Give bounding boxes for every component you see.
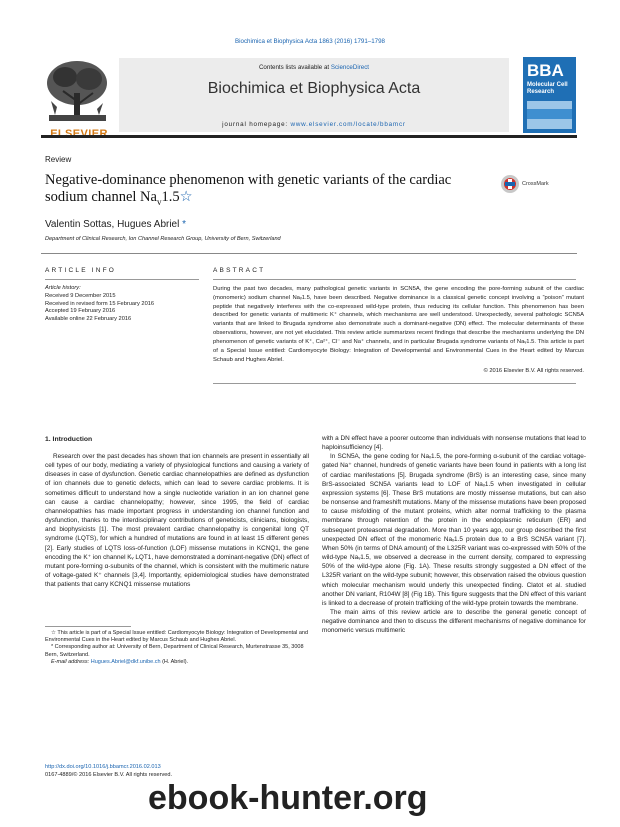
article-history xyxy=(45,285,205,324)
right-paragraph-0: with a DN effect have a poorer outcome than individuals with nonsense mutations that lead to haploinsufficiency [4]. xyxy=(322,435,586,452)
crossmark-label: CrossMark xyxy=(522,181,549,187)
left-paragraph: Research over the past decades has shown that ion channels are present in essentially all cell types of our body, mediating a variety of physiological functions and causing a variety of diseases in case of dysfunction. Genetic cardiac channelopathies are defined as dysfunction of ion channels due to genetic defects, which can lead to severe cardiac problems. It is sometimes difficult to understand how a single nucleotide variation in an ion channel gene can cause a cardiac channelopathy; however, since 1995, the field of cardiac channelopathies has made important progress in understanding ion channel function and dysfunction, thanks to the interdisciplinary contributions of geneticists, clinicians, biologists, and biophysicists [1]. The most prevalent cardiac channelopathy is congenital long QT syndrome (LQTS), for which a hundred of mutations are found in at least 15 different genes [2]. Early studies of LQTS loss-of-function (LOF) missense mutations in KCNQ1, the gene encoding the K⁺ ion channel Kᵥ LQT1, have demonstrated a dominant-negative (DN) effect of mutant pore-forming α-subunits of the channel, which is consistent with the multimeric nature of voltage-gated K⁺ channels [3,4]. Importantly, epidemiological studies have demonstrated that patients that carry KCNQ1 missense mutations xyxy=(45,453,309,589)
title-line-2-tail: 1.5 xyxy=(161,189,180,205)
footnote-rule xyxy=(45,626,131,627)
journal-name: Biochimica et Biophysica Acta xyxy=(207,80,421,97)
history-label: Article history: xyxy=(45,285,81,291)
contents-prefix: Contents lists available at xyxy=(258,64,331,71)
left-column xyxy=(45,452,309,589)
title-subscript: v xyxy=(156,196,162,207)
sciencedirect-link[interactable]: ScienceDirect xyxy=(330,64,370,71)
cover-title: BBA xyxy=(527,61,564,80)
header-rule xyxy=(41,135,577,138)
cover-subtitle-1: Molecular Cell xyxy=(527,82,568,88)
journal-reference[interactable]: Biochimica et Biophysica Acta 1863 (2016) 1791–1798 xyxy=(235,38,385,45)
affiliation: Department of Clinical Research, Ion Channel Research Group, University of Bern, Switzerland xyxy=(45,236,281,242)
homepage-link[interactable]: www.elsevier.com/locate/bbamcr xyxy=(290,121,406,128)
contents-line xyxy=(119,64,509,71)
watermark-text: ebook-hunter.org xyxy=(148,779,428,817)
elsevier-wordmark: ELSEVIER xyxy=(50,128,108,140)
affiliation-rule xyxy=(41,253,577,254)
homepage-prefix: journal homepage: xyxy=(222,121,291,128)
cover-subtitle-2: Research xyxy=(527,89,555,95)
issn-line: 0167-4889/© 2016 Elsevier B.V. All rights reserved. xyxy=(45,772,173,778)
history-revised: Received in revised form 15 February 2016 xyxy=(45,300,155,307)
email-label: E-mail address: xyxy=(51,658,91,665)
footnote-corresponding-author: * Corresponding author at: University of Bern, Department of Clinical Research, Murtenstrasse 35, 3008 Bern, Switzerland. xyxy=(45,644,304,658)
title-line-2 xyxy=(45,189,505,211)
history-online: Available online 22 February 2016 xyxy=(45,316,132,323)
right-column xyxy=(322,434,586,635)
crossmark-badge[interactable] xyxy=(500,174,549,194)
footnotes xyxy=(45,630,309,666)
authors-text: Valentin Sottas, Hugues Abriel xyxy=(45,219,183,230)
footnote-special-issue: ☆ This article is part of a Special Issue entitled: Cardiomyocyte Biology: Integration of Developmental and Environmental Cues in the Heart edited by Marcus Schaub and Hughes Abriel. xyxy=(45,630,309,644)
article-info-rule xyxy=(45,279,199,280)
title-line-2-text: sodium channel Na xyxy=(45,189,157,205)
doi-link[interactable]: http://dx.doi.org/10.1016/j.bbamcr.2016.02.013 xyxy=(45,764,161,770)
article-info-heading: ARTICLE INFO xyxy=(45,267,117,274)
abstract-rule xyxy=(213,279,576,280)
abstract-heading: ABSTRACT xyxy=(213,267,266,274)
section-label: Review xyxy=(45,155,72,164)
corresponding-author-star[interactable]: * xyxy=(182,219,187,230)
elsevier-tree-logo xyxy=(41,57,114,131)
email-link[interactable]: Hugues.Abriel@dkf.unibe.ch xyxy=(90,658,161,665)
email-tail: (H. Abriel). xyxy=(160,658,189,665)
journal-cover-image xyxy=(523,57,576,133)
right-paragraph-2: The main aims of this review article are to describe the general genetic concept of negative dominance and then to discuss the different mechanisms of negative dominance for monomeric versus multimeric xyxy=(322,608,586,635)
homepage-line xyxy=(119,121,509,128)
section-heading-introduction: 1. Introduction xyxy=(45,436,93,443)
cover-graphic-band xyxy=(527,109,572,119)
history-received: Received 9 December 2015 xyxy=(45,292,116,299)
article-title xyxy=(45,172,505,211)
abstract-text: During the past two decades, many pathological genetic variants in SCN5A, the gene encoding the pore-forming subunit of the cardiac (monomeric) sodium channel Naᵥ1.5, have been described. Negative dominance is a classical genetic concept involving a “poison” mutant peptide that negatively interferes with the co-expressed wild-type protein, thus reducing its cellular function. This phenomenon has been described for genetic variants of multimeric K⁺ channels, which mechanisms are well understood. Unexpectedly, several pathologic SCN5A variants that are linked to Brugada syndrome also demonstrate such a dominant-negative (DN) effect. The molecular determinants of these observations, however, are not yet elucidated. This review article summarizes recent findings that describe the mechanisms underlying the DN phenomenon of genetic variants of K⁺, Ca²⁺, Cl⁻ and Na⁺ channels, and in particular Brugada syndrome variants of Naᵥ1.5. This article is part of a Special Issue entitled: Cardiomyocyte Biology: Integration of Developmental and Environmental Cues in the Heart edited by Marcus Schaub and Hughes Abriel. xyxy=(213,286,584,363)
history-accepted: Accepted 19 February 2016 xyxy=(45,308,116,315)
crossmark-icon xyxy=(500,174,520,194)
title-line-1: Negative-dominance phenomenon with genetic variants of the cardiac xyxy=(45,172,452,188)
abstract-bottom-rule xyxy=(213,383,576,384)
copyright-notice: © 2016 Elsevier B.V. All rights reserved. xyxy=(483,368,584,374)
footnote-email xyxy=(45,659,309,666)
author-list xyxy=(45,219,186,230)
right-paragraph-1: In SCN5A, the gene coding for Naᵥ1.5, the pore-forming α-subunit of the cardiac voltage-gated Na⁺ channel, hundreds of genetic variants have been found in patients with a long list of cardiac manifestations [5]. Brugada syndrome (BrS) is an interesting case, since many BrS-associated SCN5A variants lead to LOF of Naᵥ1.5 when investigated in cellular expression systems [6]. These BrS mutations are mostly missense mutations, but can also be nonsense and frameshift mutations. Many of the missense mutations have been proposed to cause misfolding of the mutant proteins, which alter normal trafficking to the plasma membrane through retention of the protein in the endoplasmic reticulum (ER) and subsequent proteasomal degradation. More than 10 years ago, our group described the first unexpected DN effect of the monomeric Naᵥ1.5 protein due to a BrS SCN5A variant [7]. When 50% (in terms of DNA amount) of the L325R variant was co-expressed with 50% of the wild-type Naᵥ1.5, we observed a decrease in the current density, compared to expressing 50% of the wild-type alone (Fig. 1A). These results strongly suggested a DN effect of the L325R variant on the wild-type subunit; however, this observation raised the obvious question which molecular mechanism would underly this unexpected finding. Clatot et al. studied another DN variant, R104W [8] (Fig 1B). This figure suggests that the DN effect of this variant is linked to a decrease of protein trafficking of the wild-type protein towards the membrane. xyxy=(322,453,586,607)
title-footnote-star[interactable]: ☆ xyxy=(179,189,193,205)
